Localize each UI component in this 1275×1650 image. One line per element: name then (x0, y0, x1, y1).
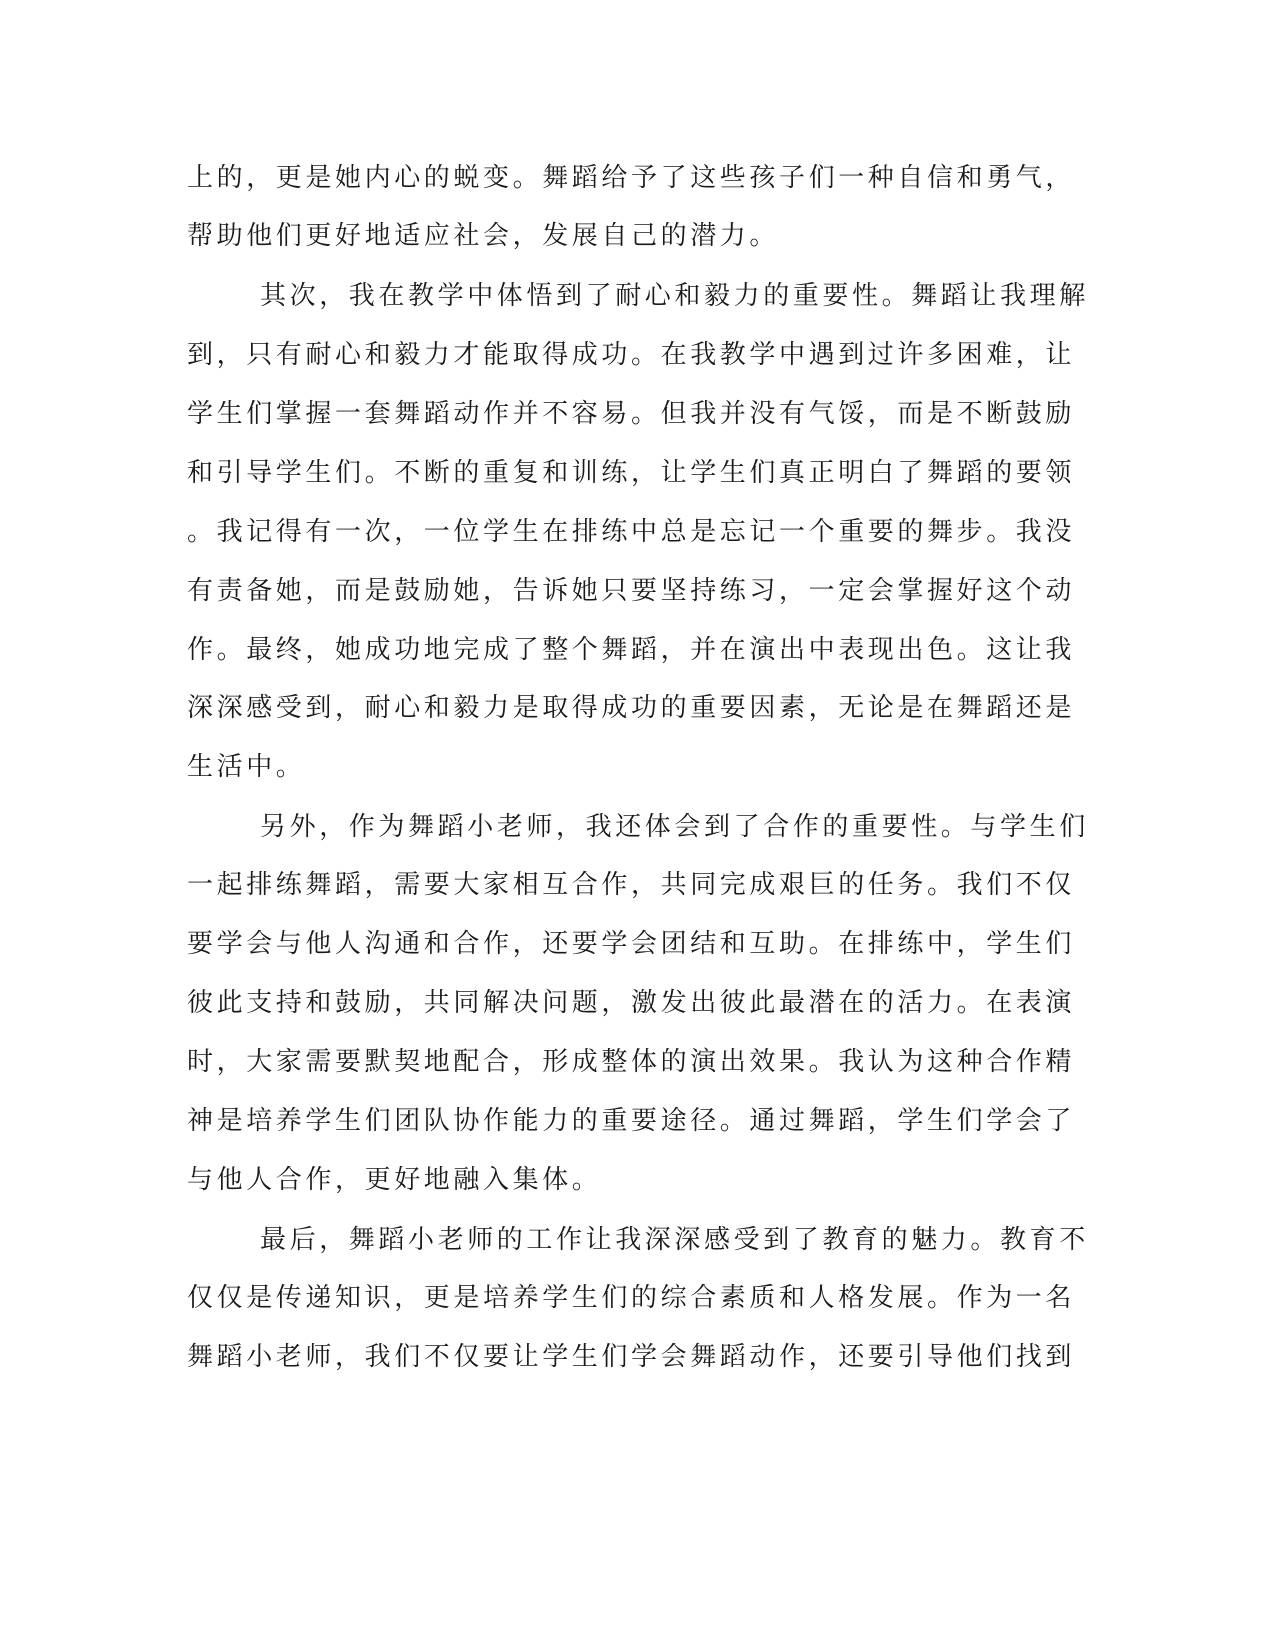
text-line: 和引导学生们。不断的重复和训练，让学生们真正明白了舞蹈的要领 (187, 458, 1076, 488)
text-line: 一起排练舞蹈，需要大家相互合作，共同完成艰巨的任务。我们不仅 (187, 870, 1076, 900)
text-line: 。我记得有一次，一位学生在排练中总是忘记一个重要的舞步。我没 (187, 517, 1076, 547)
text-line: 作。最终，她成功地完成了整个舞蹈，并在演出中表现出色。这让我 (187, 635, 1076, 665)
text-line: 舞蹈小老师，我们不仅要让学生们学会舞蹈动作，还要引导他们找到 (187, 1342, 1076, 1372)
text-line: 与他人合作，更好地融入集体。 (187, 1165, 602, 1195)
text-line: 到，只有耐心和毅力才能取得成功。在我教学中遇到过许多困难，让 (187, 340, 1076, 370)
paragraph-start-line: 其次，我在教学中体悟到了耐心和毅力的重要性。舞蹈让我理解 (260, 281, 1089, 311)
paragraph-start-line: 另外，作为舞蹈小老师，我还体会到了合作的重要性。与学生们 (260, 812, 1089, 842)
text-line: 有责备她，而是鼓励她，告诉她只要坚持练习，一定会掌握好这个动 (187, 576, 1076, 606)
text-line: 帮助他们更好地适应社会，发展自己的潜力。 (187, 221, 780, 251)
text-line: 上的，更是她内心的蜕变。舞蹈给予了这些孩子们一种自信和勇气， (187, 163, 1076, 193)
text-line: 时，大家需要默契地配合，形成整体的演出效果。我认为这种合作精 (187, 1047, 1076, 1077)
text-line: 彼此支持和鼓励，共同解决问题，激发出彼此最潜在的活力。在表演 (187, 988, 1076, 1018)
paragraph-start-line: 最后，舞蹈小老师的工作让我深深感受到了教育的魅力。教育不 (260, 1225, 1089, 1255)
text-line: 学生们掌握一套舞蹈动作并不容易。但我并没有气馁，而是不断鼓励 (187, 399, 1076, 429)
text-line: 仅仅是传递知识，更是培养学生们的综合素质和人格发展。作为一名 (187, 1283, 1076, 1313)
text-line: 生活中。 (187, 752, 306, 782)
text-line: 深深感受到，耐心和毅力是取得成功的重要因素，无论是在舞蹈还是 (187, 693, 1076, 723)
text-line: 神是培养学生们团队协作能力的重要途径。通过舞蹈，学生们学会了 (187, 1106, 1076, 1136)
text-line: 要学会与他人沟通和合作，还要学会团结和互助。在排练中，学生们 (187, 929, 1076, 959)
